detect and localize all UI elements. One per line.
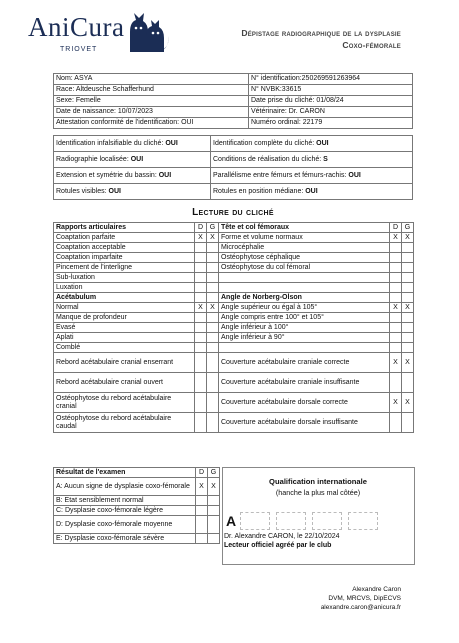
reading-right-label: Forme et volume normaux — [219, 233, 390, 243]
result-g-mark — [208, 534, 220, 544]
brand-sub-text: TRIOVET — [60, 46, 98, 53]
reading-left-d-mark — [195, 323, 207, 333]
reading-left-label: Coaptation parfaite — [54, 233, 195, 243]
result-d-mark — [196, 534, 208, 544]
condition-label: Identification complète du cliché: — [213, 139, 317, 147]
reading-right-label — [219, 343, 390, 353]
reading-left-d-mark — [195, 253, 207, 263]
reading-left-d-mark — [195, 243, 207, 253]
reading-right-label: Ostéophytose céphalique — [219, 253, 390, 263]
identification-row — [54, 96, 413, 107]
identification-cell-left: Race: Altdeusche Schafferhund — [54, 85, 249, 96]
reading-right-d-mark — [390, 343, 402, 353]
reading-left-d-mark — [195, 373, 207, 393]
signature-role: Lecteur officiel agréé par le club — [224, 542, 332, 549]
reading-row — [54, 353, 414, 373]
grade-box-empty — [276, 512, 306, 530]
brand-logo-text: AniCura — [28, 12, 125, 42]
reading-right-label: Couverture acétabulaire craniale insuffisante — [219, 373, 390, 393]
reading-row — [54, 283, 414, 293]
reading-row — [54, 223, 414, 233]
condition-value: OUI — [158, 171, 172, 179]
condition-label: Extension et symétrie du bassin: — [56, 171, 159, 179]
reading-right-g-mark — [402, 283, 414, 293]
reading-right-label: Microcéphalie — [219, 243, 390, 253]
result-table — [53, 467, 220, 544]
condition-cell-left — [54, 168, 211, 184]
reading-left-g-mark — [207, 253, 219, 263]
reading-right-g-mark — [402, 333, 414, 343]
identification-row — [54, 74, 413, 85]
identification-cell-left: Date de naissance: 10/07/2023 — [54, 107, 249, 118]
footer-name: Alexandre Caron — [352, 586, 401, 593]
reading-row — [54, 333, 414, 343]
result-label: D: Dysplasie coxo-fémorale moyenne — [54, 516, 196, 534]
reading-right-label: Angle compris entre 100° et 105° — [219, 313, 390, 323]
reading-right-d-mark — [390, 253, 402, 263]
reading-left-g-mark — [207, 313, 219, 323]
result-g-mark: X — [208, 478, 220, 496]
reading-right-g-mark — [402, 373, 414, 393]
condition-cell-right — [211, 184, 413, 200]
result-col-d: D — [196, 468, 208, 478]
reading-right-d-mark: D — [390, 223, 402, 233]
reading-row — [54, 373, 414, 393]
reading-left-label: Evasé — [54, 323, 195, 333]
result-label: B: Etat sensiblement normal — [54, 496, 196, 506]
reading-right-label: Angle inférieur à 100° — [219, 323, 390, 333]
condition-label: Conditions de réalisation du cliché: — [213, 155, 324, 163]
condition-row — [54, 136, 413, 152]
result-row — [54, 506, 220, 516]
condition-label: Radiographie localisée: — [56, 155, 131, 163]
reading-left-label: Luxation — [54, 283, 195, 293]
reading-left-d-mark — [195, 273, 207, 283]
grade-box-empty — [348, 512, 378, 530]
identification-cell-right: N° identification:250269591263964 — [249, 74, 413, 85]
result-d-mark — [196, 516, 208, 534]
lecture-title: Lecture du cliché — [192, 207, 274, 218]
reading-right-d-mark — [390, 293, 402, 303]
reading-right-g-mark: X — [402, 393, 414, 413]
condition-value: OUI — [165, 139, 178, 147]
result-header: Résultat de l'examen — [54, 468, 196, 478]
reading-right-d-mark — [390, 333, 402, 343]
reading-left-g-mark — [207, 283, 219, 293]
reading-right-g-mark — [402, 253, 414, 263]
reading-left-d-mark — [195, 263, 207, 273]
reading-left-label: Sub-luxation — [54, 273, 195, 283]
reading-left-label: Rebord acétabulaire cranial ouvert — [54, 373, 195, 393]
reading-left-d-mark — [195, 343, 207, 353]
grade-box-empty — [240, 512, 270, 530]
reading-row — [54, 233, 414, 243]
reading-left-g-mark — [207, 353, 219, 373]
result-label: C: Dysplasie coxo-fémorale légère — [54, 506, 196, 516]
reading-left-label: Rapports articulaires — [54, 223, 195, 233]
reading-right-d-mark: X — [390, 353, 402, 373]
reading-left-label: Manque de profondeur — [54, 313, 195, 323]
reading-left-g-mark — [207, 373, 219, 393]
reading-left-d-mark — [195, 393, 207, 413]
condition-cell-right — [211, 152, 413, 168]
reading-right-d-mark — [390, 323, 402, 333]
reading-left-g-mark — [207, 323, 219, 333]
footer-signature — [321, 585, 401, 612]
reading-row — [54, 393, 414, 413]
result-d-mark — [196, 506, 208, 516]
reading-right-label: Couverture acétabulaire craniale correcte — [219, 353, 390, 373]
reading-right-d-mark: X — [390, 233, 402, 243]
identification-cell-left: Nom: ASYA — [54, 74, 249, 85]
result-label: A: Aucun signe de dysplasie coxo-fémorale — [54, 478, 196, 496]
reading-left-g-mark: G — [207, 223, 219, 233]
reading-left-label: Rebord acétabulaire cranial enserrant — [54, 353, 195, 373]
result-d-mark — [196, 496, 208, 506]
reading-right-d-mark — [390, 413, 402, 433]
reading-left-d-mark: D — [195, 223, 207, 233]
reading-right-label: Angle inférieur à 90° — [219, 333, 390, 343]
reading-left-d-mark — [195, 283, 207, 293]
reading-right-d-mark — [390, 243, 402, 253]
reading-row — [54, 253, 414, 263]
reading-left-d-mark — [195, 413, 207, 433]
condition-value: OUI — [348, 171, 361, 179]
reading-right-d-mark — [390, 373, 402, 393]
identification-cell-left: Sexe: Femelle — [54, 96, 249, 107]
reading-left-label: Ostéophytose du rebord acétabulaire caudal — [54, 413, 195, 433]
condition-value: OUI — [108, 187, 121, 195]
reading-left-label: Aplati — [54, 333, 195, 343]
reading-right-g-mark: X — [402, 233, 414, 243]
condition-cell-right — [211, 168, 413, 184]
identification-table — [53, 73, 413, 129]
result-row — [54, 478, 220, 496]
condition-row — [54, 152, 413, 168]
identification-row — [54, 118, 413, 129]
condition-label: Rotules en position médiane: — [213, 187, 306, 195]
reading-right-g-mark — [402, 343, 414, 353]
reading-right-g-mark — [402, 243, 414, 253]
footer-titles: DVM, MRCVS, DipECVS — [328, 595, 401, 602]
condition-value: OUI — [316, 139, 329, 147]
condition-value: S — [323, 155, 328, 163]
condition-value: OUI — [130, 155, 144, 163]
reading-right-label: Tête et col fémoraux — [219, 223, 390, 233]
title-line-1: Dépistage radiographique de la dysplasie — [241, 28, 401, 38]
result-row — [54, 496, 220, 506]
reading-right-d-mark: X — [390, 393, 402, 413]
condition-row — [54, 168, 413, 184]
condition-label: Identification infalsifiable du cliché: — [56, 139, 166, 147]
reading-right-label — [219, 273, 390, 283]
reading-left-label: Ostéophytose du rebord acétabulaire cranial — [54, 393, 195, 413]
reading-left-g-mark — [207, 333, 219, 343]
reading-left-g-mark — [207, 393, 219, 413]
reading-left-g-mark — [207, 343, 219, 353]
reading-row — [54, 303, 414, 313]
reading-right-label — [219, 283, 390, 293]
cat-dog-logo-icon — [126, 12, 172, 54]
footer-email[interactable]: alexandre.caron@anicura.fr — [320, 604, 401, 611]
reading-right-d-mark: X — [390, 303, 402, 313]
condition-cell-left — [54, 136, 211, 152]
reading-left-g-mark: X — [207, 233, 219, 243]
reading-left-d-mark: X — [195, 233, 207, 243]
reading-right-d-mark — [390, 263, 402, 273]
identification-row — [54, 107, 413, 118]
reading-left-g-mark — [207, 293, 219, 303]
reading-left-d-mark — [195, 313, 207, 323]
result-g-mark — [208, 506, 220, 516]
qualification-title: Qualification internationale — [269, 477, 367, 486]
reading-right-g-mark — [402, 273, 414, 283]
condition-cell-right — [211, 136, 413, 152]
reading-right-g-mark — [402, 413, 414, 433]
condition-cell-left — [54, 184, 211, 200]
reading-left-d-mark — [195, 293, 207, 303]
identification-cell-right: Vétérinaire: Dr. CARON — [249, 107, 413, 118]
reading-right-d-mark — [390, 313, 402, 323]
reading-left-g-mark — [207, 243, 219, 253]
reading-left-g-mark: X — [207, 303, 219, 313]
result-header-row — [54, 468, 220, 478]
reading-left-d-mark — [195, 353, 207, 373]
reading-row — [54, 313, 414, 323]
qualification-grade: A — [226, 513, 237, 529]
reading-left-label: Comblé — [54, 343, 195, 353]
reading-table — [53, 222, 414, 433]
reading-row — [54, 413, 414, 433]
document-title — [241, 27, 401, 51]
signature-line: Dr. Alexandre CARON, le 22/10/2024 — [224, 533, 340, 540]
reading-right-label: Angle de Norberg-Olson — [219, 293, 390, 303]
reading-left-label: Normal — [54, 303, 195, 313]
reading-left-g-mark — [207, 263, 219, 273]
reading-right-g-mark — [402, 293, 414, 303]
reading-left-label: Coaptation acceptable — [54, 243, 195, 253]
grade-box-empty — [312, 512, 342, 530]
reading-left-d-mark — [195, 333, 207, 343]
reading-row — [54, 293, 414, 303]
result-g-mark — [208, 516, 220, 534]
reading-right-label: Ostéophytose du col fémoral — [219, 263, 390, 273]
reading-right-d-mark — [390, 283, 402, 293]
result-g-mark — [208, 496, 220, 506]
identification-row — [54, 85, 413, 96]
reading-right-g-mark: X — [402, 353, 414, 373]
result-row — [54, 534, 220, 544]
reading-row — [54, 263, 414, 273]
reading-left-g-mark — [207, 413, 219, 433]
reading-left-label: Acétabulum — [54, 293, 195, 303]
conditions-table — [53, 135, 413, 200]
reading-row — [54, 243, 414, 253]
condition-cell-left — [54, 152, 211, 168]
result-col-g: G — [208, 468, 220, 478]
reading-row — [54, 343, 414, 353]
condition-label: Rotules visibles: — [56, 187, 109, 195]
reading-right-g-mark: X — [402, 303, 414, 313]
reading-row — [54, 323, 414, 333]
identification-cell-left: Attestation conformité de l'identification: OUI — [54, 118, 249, 129]
identification-cell-right: N° NVBK:33615 — [249, 85, 413, 96]
reading-right-label: Couverture acétabulaire dorsale insuffisante — [219, 413, 390, 433]
result-label: E: Dysplasie coxo-fémorale sévère — [54, 534, 196, 544]
reading-left-d-mark: X — [195, 303, 207, 313]
reading-left-g-mark — [207, 273, 219, 283]
reading-right-g-mark — [402, 323, 414, 333]
result-row — [54, 516, 220, 534]
condition-row — [54, 184, 413, 200]
reading-right-d-mark — [390, 273, 402, 283]
reading-left-label: Pincement de l'interligne — [54, 263, 195, 273]
reading-right-g-mark: G — [402, 223, 414, 233]
reading-right-g-mark — [402, 313, 414, 323]
reading-row — [54, 273, 414, 283]
reading-right-label: Angle supérieur ou égal à 105° — [219, 303, 390, 313]
reading-right-label: Couverture acétabulaire dorsale correcte — [219, 393, 390, 413]
reading-left-label: Coaptation imparfaite — [54, 253, 195, 263]
identification-cell-right: Numéro ordinal: 22179 — [249, 118, 413, 129]
title-line-2: Coxo-fémorale — [342, 40, 401, 50]
qualification-subtitle: (hanche la plus mal côtée) — [275, 488, 361, 497]
condition-label: Parallélisme entre fémurs et fémurs-rachis: — [213, 171, 349, 179]
condition-value: OUI — [305, 187, 318, 195]
result-d-mark: X — [196, 478, 208, 496]
identification-cell-right: Date prise du cliché: 01/08/24 — [249, 96, 413, 107]
reading-right-g-mark — [402, 263, 414, 273]
